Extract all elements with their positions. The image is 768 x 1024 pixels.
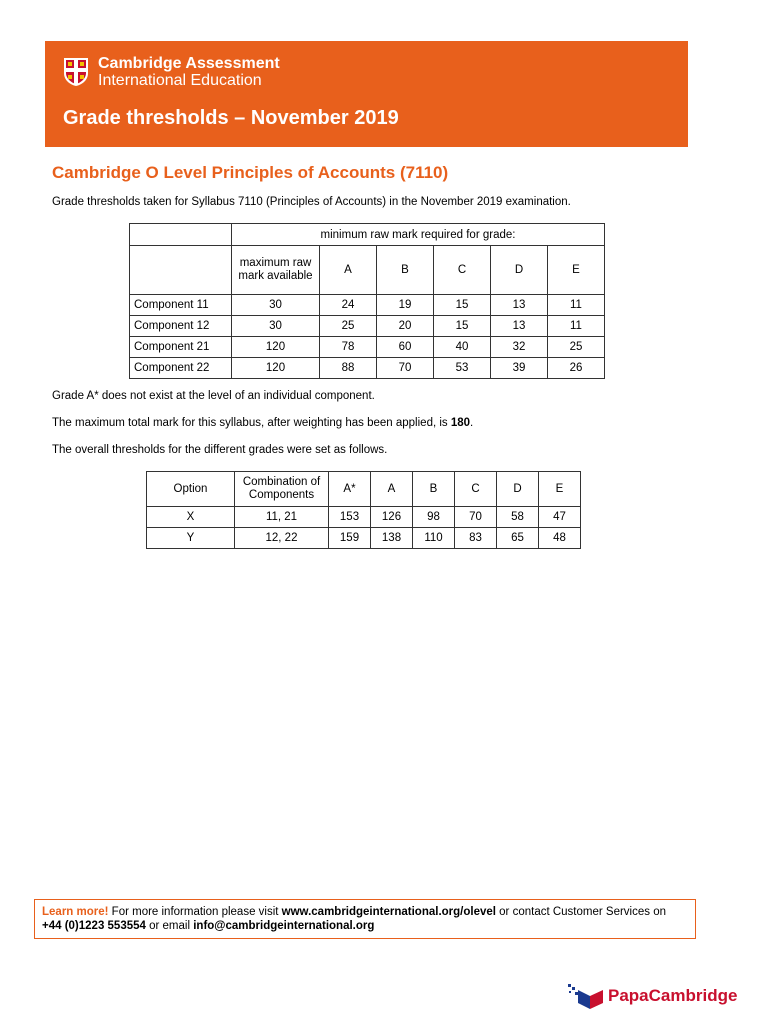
mark-cell: 40	[434, 337, 491, 358]
learn-more-label: Learn more!	[42, 906, 109, 918]
mark-cell: 78	[320, 337, 377, 358]
combination-header: Combination of Components	[235, 472, 329, 507]
table-row	[147, 528, 581, 549]
combination-cell: 12, 22	[235, 528, 329, 549]
cambridge-crest-icon	[63, 57, 89, 87]
mark-cell: 24	[320, 295, 377, 316]
table-row	[130, 295, 605, 316]
mark-cell: 13	[491, 295, 548, 316]
note-grade-a-star: Grade A* does not exist at the level of an individual component.	[52, 390, 375, 402]
max-mark-cell: 30	[232, 295, 320, 316]
table-corner-cell	[130, 224, 232, 246]
footer-info-box	[34, 899, 696, 939]
footer-text-2: or contact Customer Services on	[495, 906, 666, 918]
papacambridge-text: PapaCambridge	[608, 986, 738, 1005]
footer-text-3: or email	[145, 920, 194, 932]
mark-cell: 47	[539, 507, 581, 528]
table-row	[130, 316, 605, 337]
mark-cell: 60	[377, 337, 434, 358]
mark-cell: 159	[329, 528, 371, 549]
group-header: minimum raw mark required for grade:	[232, 224, 605, 246]
mark-cell: 53	[434, 358, 491, 379]
mark-cell: 13	[491, 316, 548, 337]
mark-cell: 32	[491, 337, 548, 358]
mark-cell: 88	[320, 358, 377, 379]
papacambridge-watermark	[566, 982, 737, 1010]
combination-cell: 11, 21	[235, 507, 329, 528]
grade-header: A	[320, 246, 377, 295]
document-title: Cambridge O Level Principles of Accounts (7110)	[52, 163, 449, 182]
mark-cell: 153	[329, 507, 371, 528]
footer-url-link[interactable]: www.cambridgeinternational.org/olevel	[281, 906, 496, 918]
mark-cell: 11	[548, 316, 605, 337]
grade-header: D	[497, 472, 539, 507]
grade-header: B	[377, 246, 434, 295]
mark-cell: 15	[434, 295, 491, 316]
component-name: Component 11	[130, 295, 232, 316]
grade-header: D	[491, 246, 548, 295]
papacambridge-logo-icon	[566, 982, 604, 1010]
mark-cell: 15	[434, 316, 491, 337]
table-row	[147, 507, 581, 528]
option-cell: Y	[147, 528, 235, 549]
grade-header: C	[455, 472, 497, 507]
mark-cell: 83	[455, 528, 497, 549]
note-max-total-prefix: The maximum total mark for this syllabus, after weighting has been applied, is	[52, 417, 451, 429]
cambridge-logo	[63, 55, 280, 89]
footer-phone: +44 (0)1223 553554	[42, 920, 146, 932]
mark-cell: 25	[548, 337, 605, 358]
component-name: Component 12	[130, 316, 232, 337]
logo-line1: Cambridge Assessment	[98, 55, 280, 72]
note-max-total	[52, 417, 473, 429]
mark-cell: 19	[377, 295, 434, 316]
table-row	[130, 358, 605, 379]
option-cell: X	[147, 507, 235, 528]
mark-cell: 70	[377, 358, 434, 379]
banner-title: Grade thresholds – November 2019	[63, 107, 399, 129]
note-max-total-suffix: .	[470, 417, 474, 429]
component-name: Component 21	[130, 337, 232, 358]
note-overall: The overall thresholds for the different grades were set as follows.	[52, 444, 388, 456]
mark-cell: 25	[320, 316, 377, 337]
footer-text-1: For more information please visit	[108, 906, 282, 918]
footer-email-link[interactable]: info@cambridgeinternational.org	[193, 920, 375, 932]
table-row	[130, 337, 605, 358]
max-mark-cell: 120	[232, 358, 320, 379]
mark-cell: 126	[371, 507, 413, 528]
grade-header: E	[539, 472, 581, 507]
mark-cell: 48	[539, 528, 581, 549]
mark-cell: 138	[371, 528, 413, 549]
header-banner	[45, 41, 688, 147]
option-thresholds-table	[146, 471, 581, 549]
mark-cell: 20	[377, 316, 434, 337]
empty-header-cell	[130, 246, 232, 295]
intro-text: Grade thresholds taken for Syllabus 7110 (Principles of Accounts) in the November 2019 examination.	[52, 196, 571, 208]
mark-cell: 11	[548, 295, 605, 316]
logo-line2: International Education	[98, 72, 262, 89]
max-mark-header: maximum raw mark available	[232, 246, 320, 295]
mark-cell: 65	[497, 528, 539, 549]
grade-header: E	[548, 246, 605, 295]
max-mark-cell: 30	[232, 316, 320, 337]
grade-header: A*	[329, 472, 371, 507]
mark-cell: 70	[455, 507, 497, 528]
mark-cell: 58	[497, 507, 539, 528]
mark-cell: 39	[491, 358, 548, 379]
component-name: Component 22	[130, 358, 232, 379]
grade-header: B	[413, 472, 455, 507]
max-mark-cell: 120	[232, 337, 320, 358]
grade-header: A	[371, 472, 413, 507]
option-header: Option	[147, 472, 235, 507]
mark-cell: 26	[548, 358, 605, 379]
mark-cell: 98	[413, 507, 455, 528]
mark-cell: 110	[413, 528, 455, 549]
grade-header: C	[434, 246, 491, 295]
component-thresholds-table	[129, 223, 605, 379]
note-max-total-value: 180	[450, 417, 471, 429]
